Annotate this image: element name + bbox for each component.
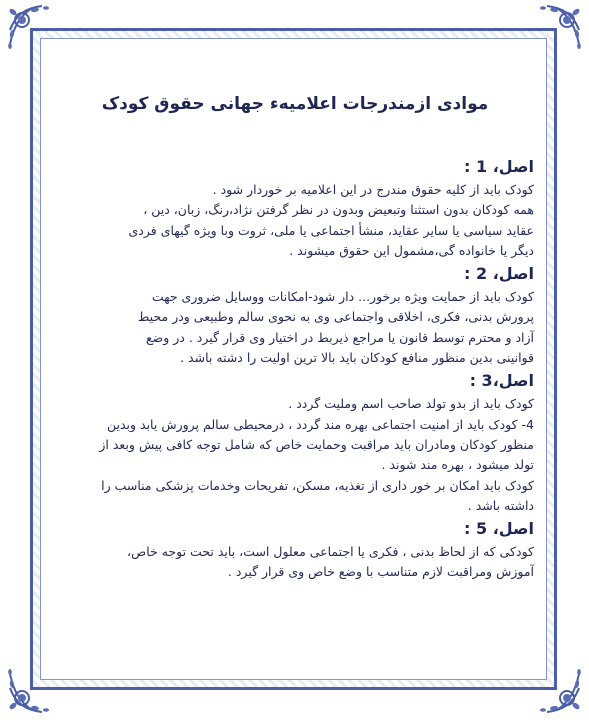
document-body: [56, 92, 534, 672]
article-3-line: کودک باید از بدو تولد صاحب اسم وملیت گردد .: [288, 396, 534, 412]
article-1-heading: اصل، 1 :: [464, 157, 534, 176]
article-1-line: همه کودکان بدون استثنا وتبعیض وبدون در نظر گرفتن نژاد،رنگ، زبان، دین ،: [143, 202, 534, 218]
article-3: [56, 368, 534, 516]
article-1: [56, 154, 534, 261]
article-5-heading: اصل، 5 :: [464, 519, 534, 539]
article-3-heading: اصل،3 :: [469, 371, 534, 391]
article-3-line: داشته باشد .: [467, 497, 534, 513]
article-1-line: عقاید سیاسی یا سایر عقاید، منشأ اجتماعی یا ملی، ثروت وبا ویژه گیهای فردی: [128, 222, 534, 238]
article-5-line: آموزش ومراقبت لازم متناسب با وضع خاص وی قرار گیرد .: [227, 564, 534, 580]
article-2-line: کودک باید از حمایت ویژه برخور... دار شود-امکانات ووسایل ضروری جهت: [151, 289, 534, 305]
floral-corner-ornament-icon: [525, 0, 587, 62]
article-5-line: کودکی که از لحاظ بدنی ، فکری یا اجتماعی معلول است، باید تحت توجه خاص،: [127, 544, 534, 560]
article-2-line: آزاد و محترم توسط قانون یا مراجع ذیربط در اختیار وی قرار گیرد . در وضع: [145, 329, 534, 345]
article-2-line: قوانینی بدین منظور منافع کودکان باید بالا ترین اولیت را دشته باشد .: [180, 350, 534, 366]
article-2: [56, 261, 534, 368]
floral-corner-ornament-icon: [2, 656, 64, 718]
floral-corner-ornament-icon: [2, 0, 64, 62]
article-3-line: منظور کودکان ومادران باید مراقبت وحمایت خاص که شامل توجه کافی پیش وبعد از: [99, 436, 534, 452]
article-5: [56, 516, 534, 583]
article-1-line: دیگر یا خانواده گی،مشمول این حقوق میشوند .: [289, 242, 534, 258]
article-2-heading: اصل، 2 :: [464, 264, 534, 284]
article-2-line: پرورش بدنی، فکری، اخلاقی واجتماعی وی به نحوی سالم وطبیعی ودر محیط: [137, 309, 534, 325]
floral-corner-ornament-icon: [525, 656, 587, 718]
article-3-line: کودک باید امکان بر خور داری از تغذیه، مسکن، تفریحات وخدمات پزشکی مناسب را: [101, 477, 534, 493]
article-3-line: تولد میشود ، بهره مند شوند .: [381, 457, 534, 473]
document-title: موادی ازمندرجات اعلامیهء جهانی حقوق کودک: [101, 94, 489, 114]
article-3-line: 4- کودک باید از امنیت اجتماعی بهره مند گردد ، درمحیطی سالم پرورش یابد وبدین: [106, 416, 534, 432]
article-1-line: کودک باید از کلیه حقوق مندرج در این اعلامیه بر خوردار شود .: [212, 182, 534, 197]
